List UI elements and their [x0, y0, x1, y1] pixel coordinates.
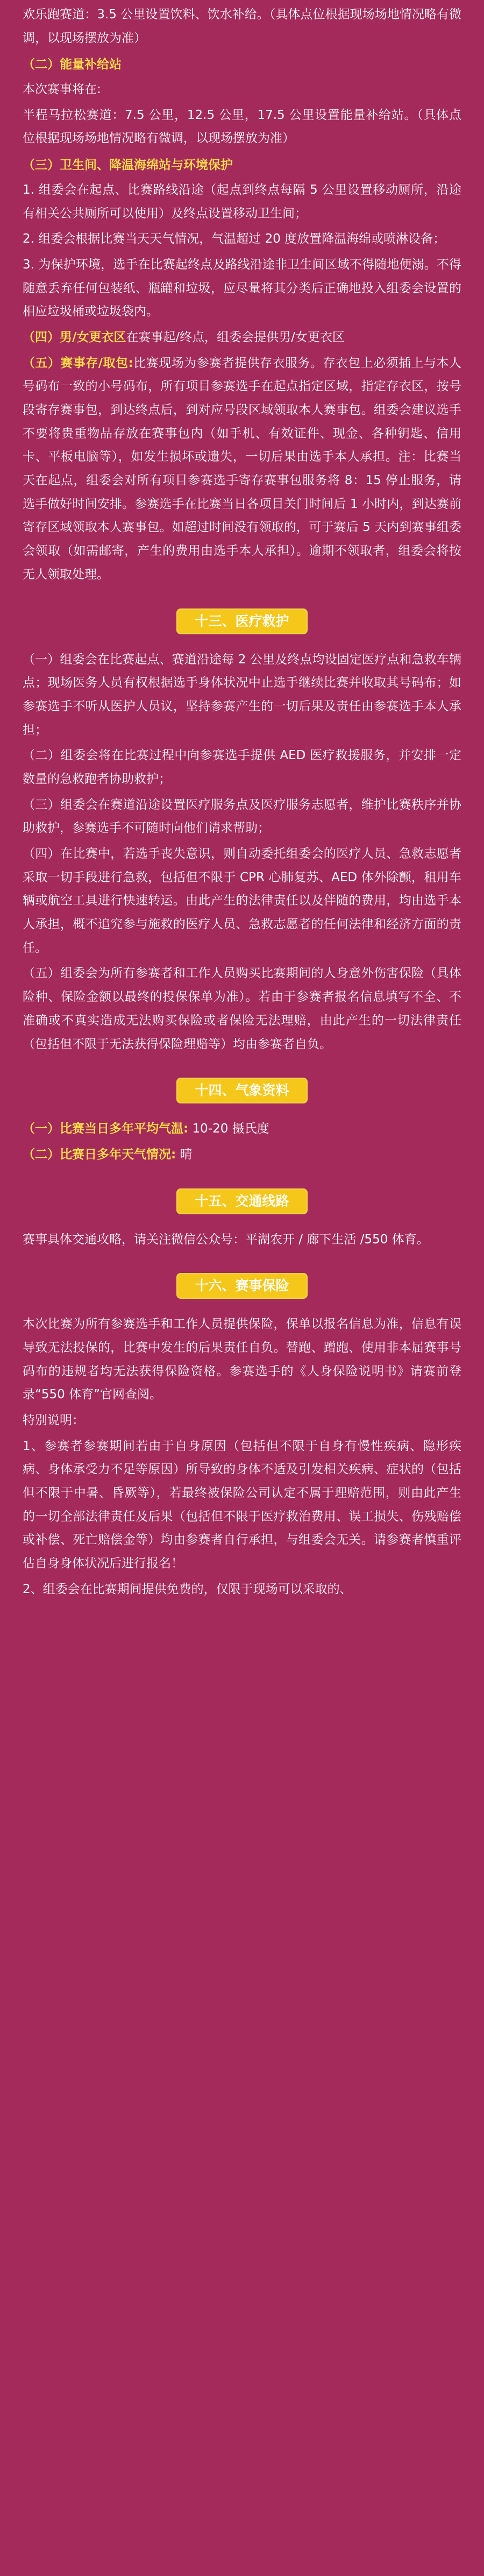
weather-temperature-value: 10-20 摄氏度	[192, 1122, 269, 1136]
bag-storage-heading: （五）赛事存/取包:	[23, 356, 133, 370]
traffic-paragraph: 赛事具体交通攻略，请关注微信公众号：平湖农开 / 廊下生活 /550 体育。	[23, 1232, 429, 1247]
bag-storage-text: 比赛现场为参赛者提供存衣服务。存衣包上必须插上与本人号码布一致的小号码布，所有项目参赛选手在起点指定区域，指定存衣区，按号段寄存赛事包，到达终点后，到对应号段区域领取本人赛事包。组委会建议选手不要将贵重物品存放在赛事包内（如手机、有效证件、现金、各种钥匙、信用卡、平板电脑等），如发生损坏或遗失，一切后果由选手本人承担。注：比赛当天在起点，组委会对所有项目参赛选手寄存赛事包服务将 8：15 停止服务，请选手做好时间安排。参赛选手在比赛当日各项目关门时间后 1 小时内，到达赛前寄存区域领取本人赛事包。如超过时间没有领取的，可于赛后 5 天内到赛事组委会领取（如需邮寄，产生的费用由选手本人承担）。逾期不领取者，组委会将按无人领取处理。	[23, 356, 462, 582]
medical-paragraph: （二）组委会将在比赛过程中向参赛选手提供 AED 医疗救援服务，并安排一定数量的急救跑者协助救护；	[23, 748, 461, 786]
insurance-special-label: 特别说明：	[23, 1413, 84, 1427]
paragraph-fun-run-supply: 欢乐跑赛道：3.5 公里设置饮料、饮水补给。（具体点位根据现场场地情况略有微调，以现场摆放为准）	[23, 8, 461, 45]
sanitation-heading: （三）卫生间、降温海绵站与环境保护	[23, 158, 233, 173]
medical-paragraph: （四）在比赛中，若选手丧失意识，则自动委托组委会的医疗人员、急救志愿者采取一切手段进行急救，包括但不限于 CPR 心肺复苏、AED 体外除颤，租用车辆或航空工具进行快速转运。由此产生的法律责任以及伴随的费用，均由选手本人承担，概不追究参与施救的医疗人员、急救志愿者的任何法律和经济方面的责任。	[23, 847, 461, 955]
section-banner-wrap	[23, 1188, 461, 1214]
section-banner-wrap	[23, 1273, 461, 1299]
sanitation-item: 2. 组委会根据比赛当天天气情况，气温超过 20 度放置降温海绵或喷淋设备；	[23, 232, 446, 246]
energy-detail: 半程马拉松赛道：7.5 公里，12.5 公里，17.5 公里设置能量补给站。（具体点位根据现场场地情况略有微调，以现场摆放为准）	[23, 108, 461, 146]
section-banner-wrap	[23, 608, 461, 634]
insurance-item: 1、参赛者参赛期间若由于自身原因（包括但不限于自身有慢性疾病、隐形疾病、身体承受力不足等原因）所导致的身体不适及引发相关疾病、症状的（包括但不限于中暑、昏厥等），若最终被保险公司认定不属于理赔范围，则由此产生的一切全部法律责任及后果（包括但不限于医疗救治费用、误工损失、伤残赔偿或补偿、死亡赔偿金等）均由参赛者自行承担，与组委会无关。请参赛者慎重评估自身身体状况后进行报名！	[23, 1439, 461, 1571]
weather-condition-value: 晴	[180, 1147, 193, 1162]
medical-paragraph: （五）组委会为所有参赛者和工作人员购买比赛期间的人身意外伤害保险（具体险种、保险金额以最终的投保保单为准）。若由于参赛者报名信息填写不全、不准确或不真实造成无法购买保险或者保险无法理赔，由此产生的一切法律责任（包括但不限于无法获得保险理赔等）均由参赛者自负。	[23, 966, 461, 1051]
medical-paragraph: （一）组委会在比赛起点、赛道沿途每 2 公里及终点均设固定医疗点和急救车辆点；现场医务人员有权根据选手身体状况中止选手继续比赛并收取其号码布；如参赛选手不听从医护人员议，坚持参赛产生的一切后果及责任由参赛选手本人承担；	[23, 652, 461, 737]
bag-storage-paragraph	[23, 352, 461, 587]
sanitation-item: 1. 组委会在起点、比赛路线沿途（起点到终点每隔 5 公里设置移动厕所，沿途有相关公共厕所可以使用）及终点设置移动卫生间；	[23, 182, 461, 221]
changing-area-heading: （四）男/女更衣区	[23, 330, 126, 344]
section-banner-insurance: 十六、赛事保险	[176, 1273, 307, 1299]
changing-area-paragraph	[23, 326, 461, 350]
section-banner-wrap	[23, 1078, 461, 1103]
weather-temperature-label: （一）比赛当日多年平均气温:	[23, 1122, 189, 1136]
section-banner-traffic: 十五、交通线路	[176, 1188, 307, 1214]
weather-temperature	[23, 1117, 461, 1141]
weather-condition-label: （二）比赛日多年天气情况:	[23, 1147, 176, 1162]
energy-intro: 本次赛事将在:	[23, 82, 101, 97]
weather-condition	[23, 1143, 461, 1167]
sanitation-item: 3. 为保护环境，选手在比赛起终点及路线沿途非卫生间区域不得随地便溺。不得随意丢弃任何包装纸、瓶罐和垃圾，应尽量将其分类后正确地投入组委会设置的相应垃圾桶或垃圾袋内。	[23, 257, 461, 319]
section-banner-weather: 十四、气象资料	[176, 1078, 307, 1103]
insurance-item: 2、组委会在比赛期间提供免费的，仅限于现场可以采取的、	[23, 1582, 352, 1596]
medical-paragraph: （三）组委会在赛道沿途设置医疗服务点及医疗服务志愿者，维护比赛秩序并协助救护，参赛选手不可随时向他们请求帮助；	[23, 797, 461, 836]
energy-heading: （二）能量补给站	[23, 58, 122, 72]
section-banner-medical: 十三、医疗救护	[176, 608, 307, 634]
changing-area-text: 在赛事起/终点，组委会提供男/女更衣区	[126, 330, 345, 344]
insurance-paragraph: 本次比赛为所有参赛选手和工作人员提供保险，保单以报名信息为准，信息有误导致无法投保的，比赛中发生的后果责任自负。替跑、蹭跑、使用非本届赛事号码布的违规者均无法获得保险资格。参赛选手的《人身保险说明书》请赛前登录“550 体育”官网查阅。	[23, 1317, 461, 1402]
